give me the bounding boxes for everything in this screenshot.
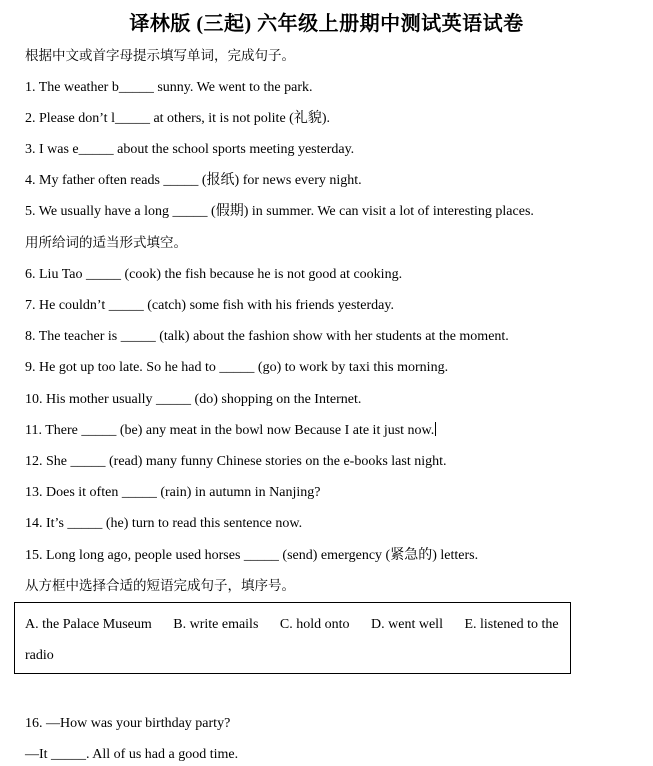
question-10: 10. His mother usually _____ (do) shopping on the Internet. bbox=[25, 392, 362, 407]
option-d: D. went well bbox=[371, 617, 443, 632]
question-16-answer: —It _____. All of us had a good time. bbox=[25, 747, 239, 762]
question-11[interactable] bbox=[25, 422, 436, 440]
option-c: C. hold onto bbox=[279, 617, 350, 632]
section-instruction-3: 从方框中选择合适的短语完成句子，填序号。 bbox=[25, 578, 295, 594]
question-5: 5. We usually have a long _____ (假期) in summer. We can visit a lot of interesting places. bbox=[25, 204, 534, 219]
option-a: A. the Palace Museum bbox=[25, 617, 152, 632]
question-14: 14. It’s _____ (he) turn to read this sentence now. bbox=[25, 516, 303, 531]
question-16-prompt: 16. —How was your birthday party? bbox=[25, 716, 231, 731]
question-2: 2. Please don’t l_____ at others, it is not polite (礼貌). bbox=[25, 111, 330, 126]
page-title: 译林版 (三起) 六年级上册期中测试英语试卷 bbox=[129, 13, 524, 35]
option-e-continued: radio bbox=[25, 648, 54, 663]
question-4: 4. My father often reads _____ (报纸) for news every night. bbox=[25, 173, 362, 188]
question-12: 12. She _____ (read) many funny Chinese stories on the e-books last night. bbox=[25, 454, 447, 469]
option-e: E. listened to the bbox=[464, 617, 559, 632]
question-1: 1. The weather b_____ sunny. We went to the park. bbox=[25, 80, 313, 95]
question-3: 3. I was e_____ about the school sports meeting yesterday. bbox=[25, 142, 355, 157]
option-b: B. write emails bbox=[173, 617, 259, 632]
question-15: 15. Long long ago, people used horses _____ (send) emergency (紧急的) letters. bbox=[25, 548, 479, 563]
options-box bbox=[14, 602, 571, 674]
section-instruction-2: 用所给词的适当形式填空。 bbox=[25, 235, 187, 251]
question-9: 9. He got up too late. So he had to _____ (go) to work by taxi this morning. bbox=[25, 360, 449, 375]
question-6: 6. Liu Tao _____ (cook) the fish because he is not good at cooking. bbox=[25, 267, 403, 282]
question-7: 7. He couldn’t _____ (catch) some fish with his friends yesterday. bbox=[25, 298, 394, 313]
text-cursor bbox=[435, 422, 436, 436]
section-instruction-1: 根据中文或首字母提示填写单词，完成句子。 bbox=[25, 48, 295, 64]
question-8: 8. The teacher is _____ (talk) about the fashion show with her students at the moment. bbox=[25, 329, 509, 344]
options-row bbox=[25, 616, 577, 634]
question-11-text: 11. There _____ (be) any meat in the bowl now Because I ate it just now. bbox=[25, 423, 435, 438]
question-13: 13. Does it often _____ (rain) in autumn in Nanjing? bbox=[25, 485, 321, 500]
